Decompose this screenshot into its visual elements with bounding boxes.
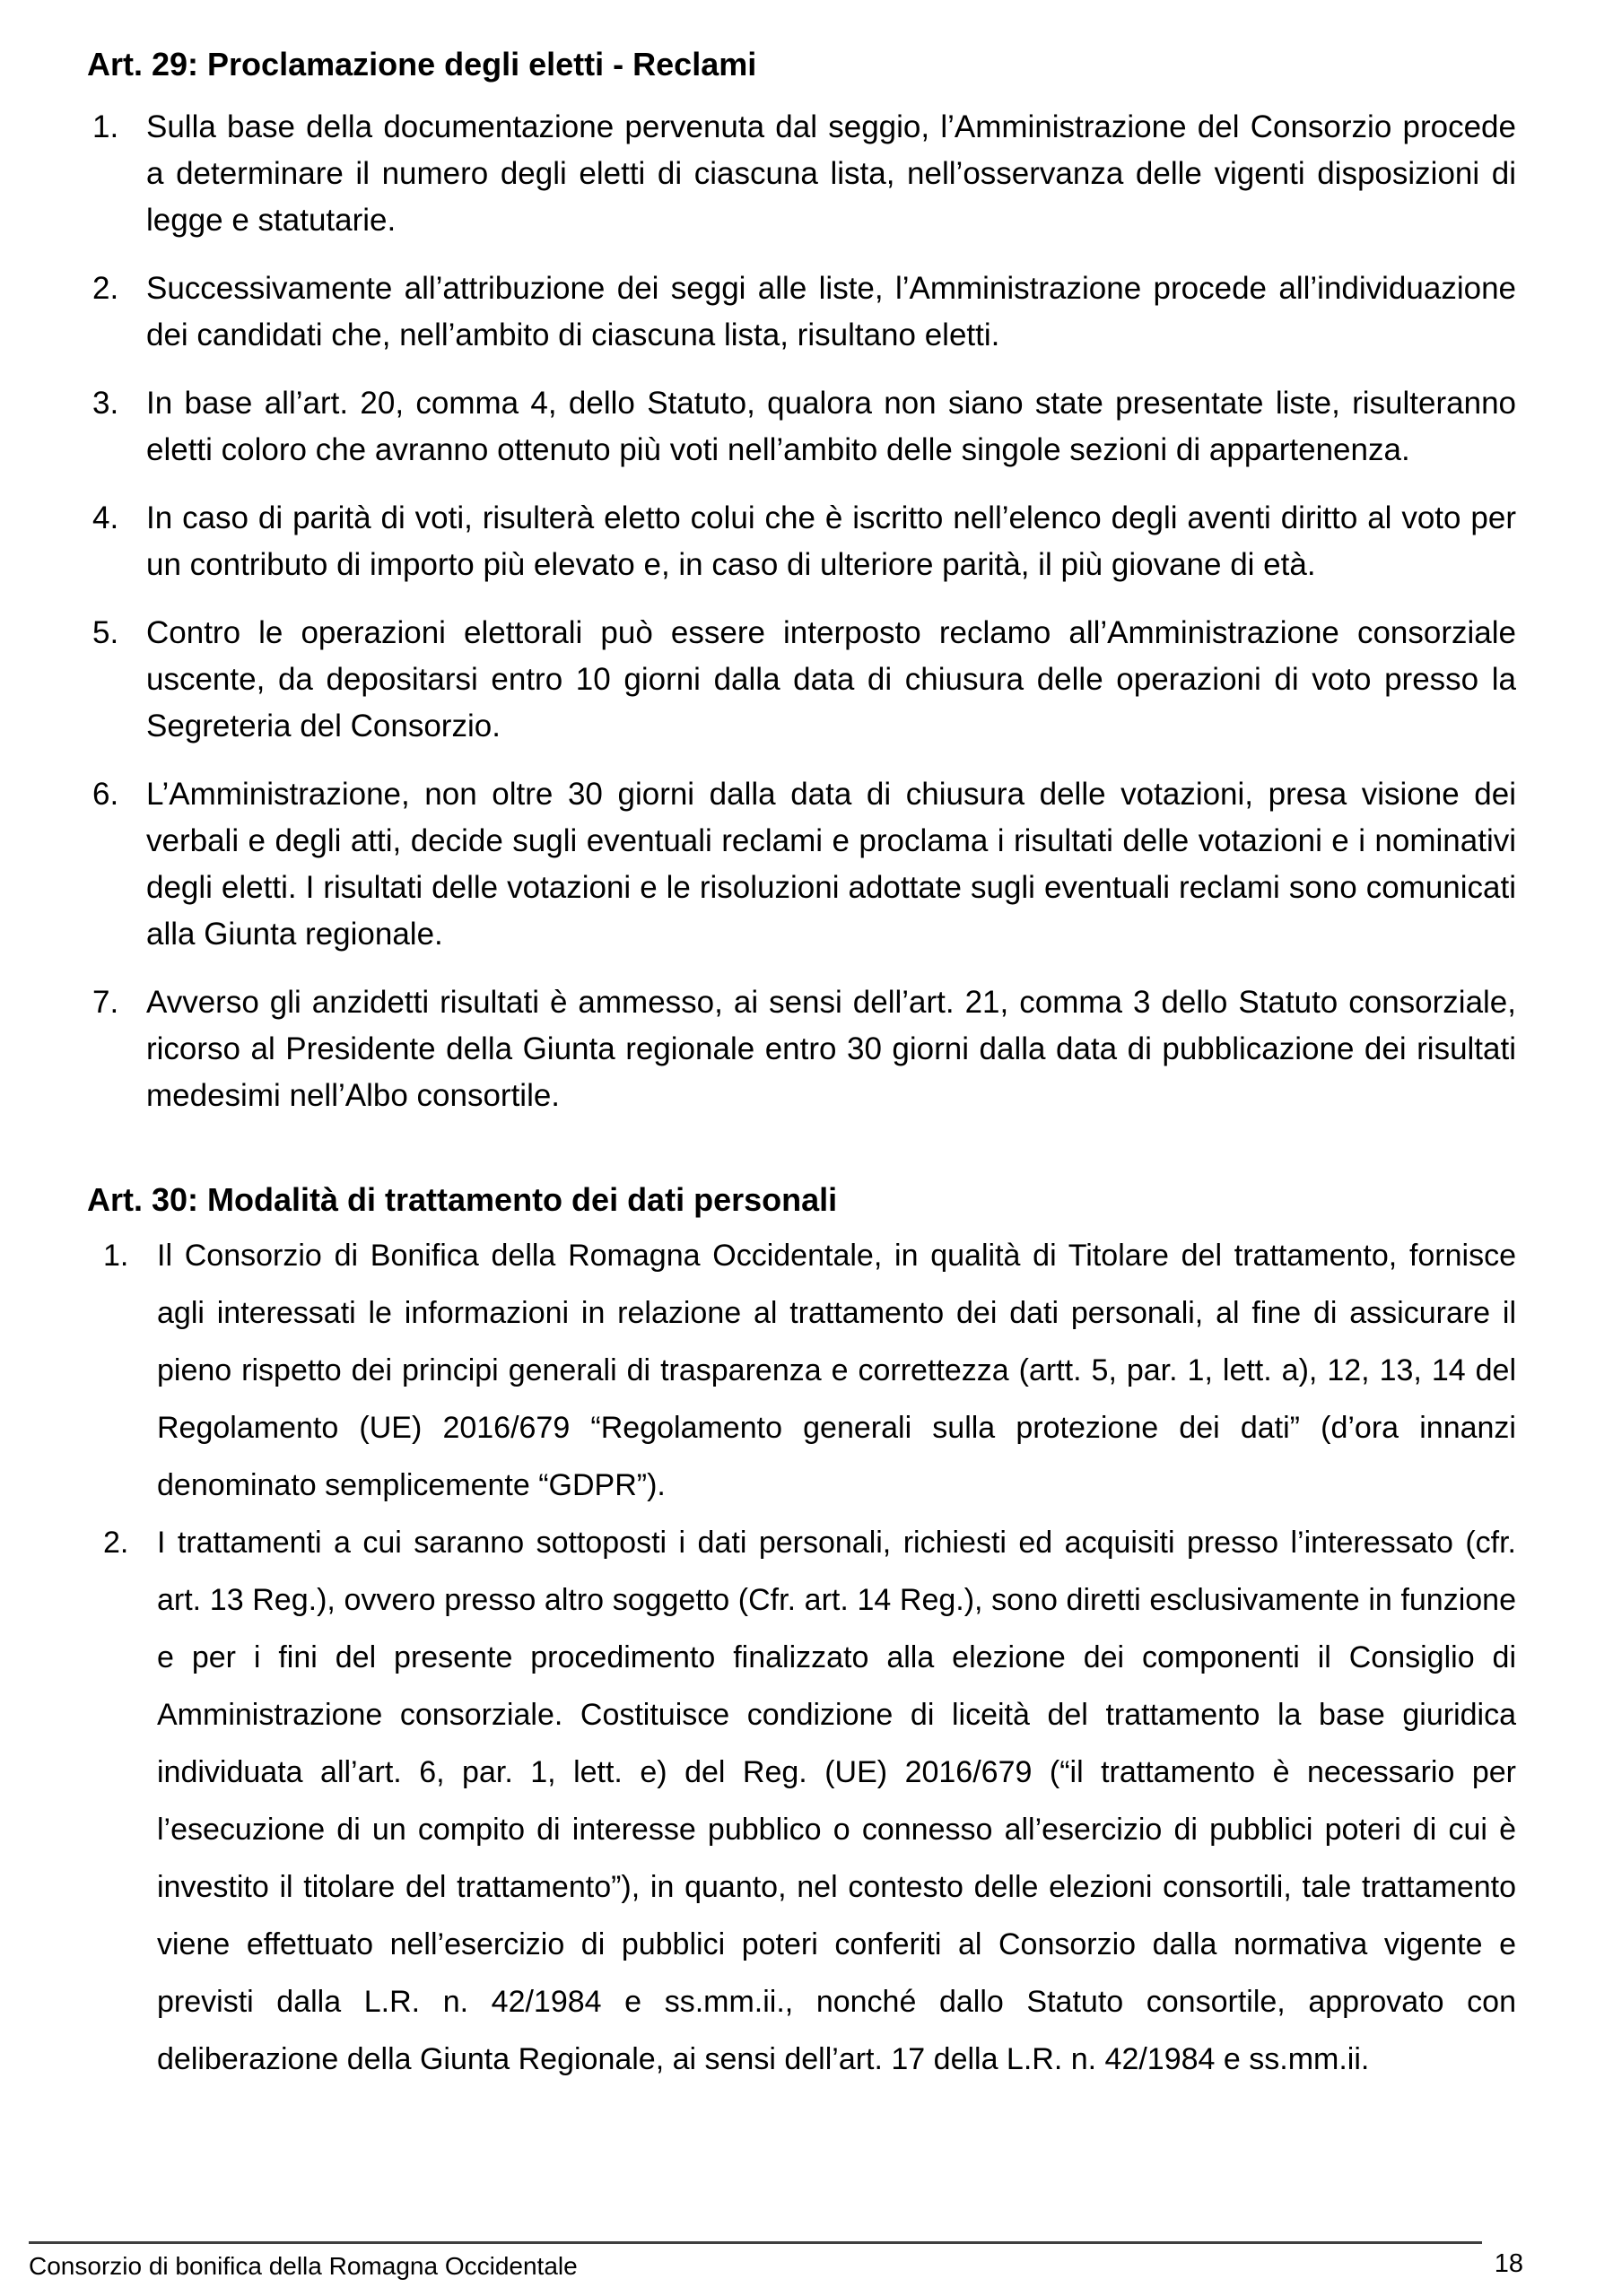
article-29-list — [87, 104, 1516, 1119]
section-art-30 — [87, 1177, 1516, 2088]
article-30-heading: Art. 30: Modalità di trattamento dei dati personali — [87, 1181, 838, 1218]
item-text: In caso di parità di voti, risulterà eletto colui che è iscritto nell’elenco degli aventi diritto al voto per un contributo di importo più elevato e, in caso di ulteriore parità, il più giovane di età. — [146, 500, 1516, 582]
footer-organization: Consorzio di bonifica della Romagna Occidentale — [29, 2252, 578, 2280]
list-item — [87, 771, 1516, 958]
item-text: L’Amministrazione, non oltre 30 giorni dalla data di chiusura delle votazioni, presa visione dei verbali e degli atti, decide sugli eventuali reclami e proclama i risultati delle votazioni e i nominativi degli eletti. I risultati delle votazioni e le risoluzioni adottate sugli eventuali reclami sono comunicati alla Giunta regionale. — [146, 777, 1516, 952]
item-number: 7. — [92, 985, 119, 1020]
article-30-list — [87, 1227, 1516, 2088]
page-number: 18 — [1494, 2249, 1523, 2278]
section-art-29 — [87, 41, 1516, 1119]
list-item — [87, 979, 1516, 1119]
item-number: 3. — [92, 386, 119, 421]
footer-left — [29, 2241, 1482, 2282]
item-text: Successivamente all’attribuzione dei seggi alle liste, l’Amministrazione procede all’individuazione dei candidati che, nell’ambito di ciascuna lista, risultano eletti. — [146, 271, 1516, 352]
item-text: In base all’art. 20, comma 4, dello Statuto, qualora non siano state presentate liste, risulteranno eletti coloro che avranno ottenuto più voti nell’ambito delle singole sezioni di appartenenza. — [146, 386, 1516, 467]
item-text: Contro le operazioni elettorali può essere interposto reclamo all’Amministrazione consorziale uscente, da depositarsi entro 10 giorni dalla data di chiusura delle operazioni di voto presso la Segreteria del Consorzio. — [146, 615, 1516, 744]
item-number: 1. — [92, 109, 119, 144]
item-number: 2. — [92, 271, 119, 306]
item-number: 4. — [92, 500, 119, 535]
item-number: 1. — [103, 1239, 129, 1273]
article-29-heading: Art. 29: Proclamazione degli eletti - Reclami — [87, 46, 757, 83]
item-number: 5. — [92, 615, 119, 650]
item-text: Avverso gli anzidetti risultati è ammesso, ai sensi dell’art. 21, comma 3 dello Statuto consorziale, ricorso al Presidente della Giunta regionale entro 30 giorni dalla data di pubblicazione dei risultati medesimi nell’Albo consortile. — [146, 985, 1516, 1113]
list-item — [87, 1514, 1516, 2088]
list-item — [87, 380, 1516, 474]
list-item — [87, 1227, 1516, 1514]
list-item — [87, 104, 1516, 244]
list-item — [87, 610, 1516, 750]
item-text: Il Consorzio di Bonifica della Romagna Occidentale, in qualità di Titolare del trattamento, fornisce agli interessati le informazioni in relazione al trattamento dei dati personali, al fine di assicurare il pieno rispetto dei principi generali di trasparenza e correttezza (artt. 5, par. 1, lett. a), 12, 13, 14 del Regolamento (UE) 2016/679 “Regolamento generali sulla protezione dei dati” (d’ora innanzi denominato semplicemente “GDPR”). — [157, 1239, 1516, 1502]
item-text: I trattamenti a cui saranno sottoposti i dati personali, richiesti ed acquisiti presso l’interessato (cfr. art. 13 Reg.), ovvero presso altro soggetto (Cfr. art. 14 Reg.), sono diretti esclusivamente in funzione e per i fini del presente procedimento finalizzato alla elezione dei componenti il Consiglio di Amministrazione consorziale. Costituisce condizione di liceità del trattamento la base giuridica individuata all’art. 6, par. 1, lett. e) del Reg. (UE) 2016/679 (“il trattamento è necessario per l’esecuzione di un compito di interesse pubblico o connesso all’esercizio di pubblici poteri di cui è investito il titolare del trattamento”), in quanto, nel contesto delle elezioni consortili, tale trattamento viene effettuato nell’esercizio di pubblici poteri conferiti al Consorzio dalla normativa vigente e previsti dalla L.R. n. 42/1984 e ss.mm.ii., nonché dallo Statuto consortile, approvato con deliberazione della Giunta Regionale, ai sensi dell’art. 17 della L.R. n. 42/1984 e ss.mm.ii. — [157, 1526, 1516, 2076]
list-item — [87, 265, 1516, 359]
item-number: 6. — [92, 777, 119, 812]
page-footer — [29, 2241, 1523, 2282]
list-item — [87, 495, 1516, 588]
item-number: 2. — [103, 1526, 129, 1560]
item-text: Sulla base della documentazione pervenuta dal seggio, l’Amministrazione del Consorzio procede a determinare il numero degli eletti di ciascuna lista, nell’osservanza delle vigenti disposizioni di legge e statutarie. — [146, 109, 1516, 238]
footer-divider — [29, 2241, 1482, 2244]
